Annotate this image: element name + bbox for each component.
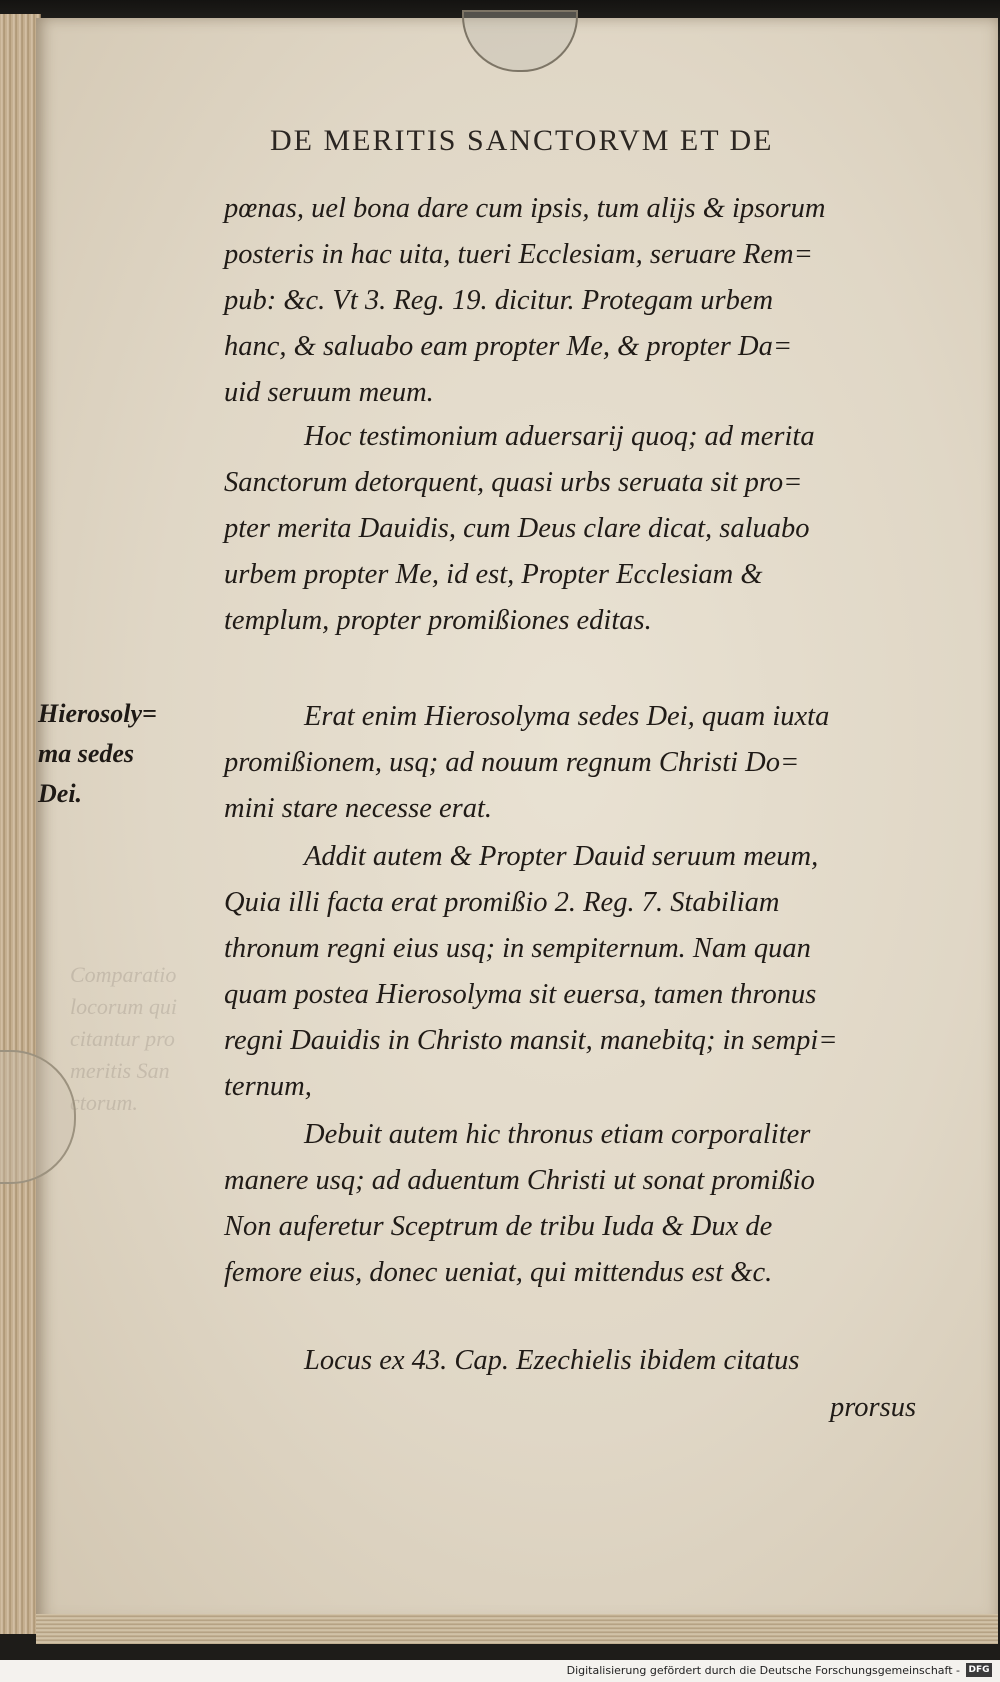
- paragraph-5: [224, 1112, 944, 1296]
- text-line: thronum regni eius usq; in sempiternum. Nam quan: [224, 933, 811, 964]
- dfg-logo: DFG: [966, 1663, 992, 1677]
- paragraph-1: [224, 186, 944, 416]
- margin-note-line: ma sedes: [38, 739, 135, 768]
- text-line: Addit autem & Propter Dauid seruum meum,: [304, 841, 819, 872]
- margin-note-line: Dei.: [38, 779, 83, 808]
- show-through-text: Comparatio: [70, 962, 177, 987]
- text-line: Non auferetur Sceptrum de tribu Iuda & Dux de: [224, 1211, 773, 1242]
- text-line: Erat enim Hierosolyma sedes Dei, quam iuxta: [304, 701, 830, 732]
- text-line: Debuit autem hic thronus etiam corporaliter: [304, 1119, 811, 1150]
- text-line: urbem propter Me, id est, Propter Ecclesiam &: [224, 559, 763, 590]
- paragraph-2: [224, 414, 944, 644]
- show-through-text: ctorum.: [70, 1090, 138, 1115]
- text-line: quam postea Hierosolyma sit euersa, tamen thronus: [224, 979, 817, 1010]
- show-through-text: citantur pro: [70, 1026, 175, 1051]
- text-line: uid seruum meum.: [224, 377, 434, 408]
- page-edge-stack: [0, 14, 41, 1634]
- text-line: Quia illi facta erat promißio 2. Reg. 7. Stabiliam: [224, 887, 780, 918]
- text-line: pœnas, uel bona dare cum ipsis, tum alijs & ipsorum: [224, 193, 826, 224]
- text-line: hanc, & saluabo eam propter Me, & propter Da=: [224, 331, 793, 362]
- text-line: pub: &c. Vt 3. Reg. 19. dicitur. Protegam urbem: [224, 285, 774, 316]
- text-line: templum, propter promißiones editas.: [224, 605, 652, 636]
- text-line: mini stare necesse erat.: [224, 793, 493, 824]
- text-line: Hoc testimonium aduersarij quoq; ad merita: [304, 421, 815, 452]
- text-line: ternum,: [224, 1071, 312, 1102]
- catchword: prorsus: [830, 1392, 917, 1423]
- text-line: pter merita Dauidis, cum Deus clare dicat, saluabo: [224, 513, 810, 544]
- text-line: promißionem, usq; ad nouum regnum Christi Do=: [224, 747, 800, 778]
- bottom-page-edges: [36, 1614, 998, 1644]
- paragraph-6: [224, 1338, 944, 1384]
- text-line: Locus ex 43. Cap. Ezechielis ibidem citatus: [304, 1345, 800, 1376]
- show-through-text: locorum qui: [70, 994, 177, 1019]
- paragraph-3: [224, 694, 944, 832]
- text-line: posteris in hac uita, tueri Ecclesiam, seruare Rem=: [224, 239, 813, 270]
- text-line: regni Dauidis in Christo mansit, manebitq; in sempi=: [224, 1025, 838, 1056]
- funding-credit: Digitalisierung gefördert durch die Deutsche Forschungsgemeinschaft -: [566, 1664, 960, 1677]
- running-header: DE MERITIS SANCTORVM ET DE: [270, 124, 774, 157]
- text-line: Sanctorum detorquent, quasi urbs seruata sit pro=: [224, 467, 803, 498]
- text-line: femore eius, donec ueniat, qui mittendus est &c.: [224, 1257, 773, 1288]
- margin-note: [38, 694, 198, 814]
- show-through-text: meritis San: [70, 1058, 170, 1083]
- text-line: manere usq; ad aduentum Christi ut sonat promißio: [224, 1165, 815, 1196]
- paragraph-4: [224, 834, 944, 1110]
- margin-note-line: Hierosoly=: [38, 699, 157, 728]
